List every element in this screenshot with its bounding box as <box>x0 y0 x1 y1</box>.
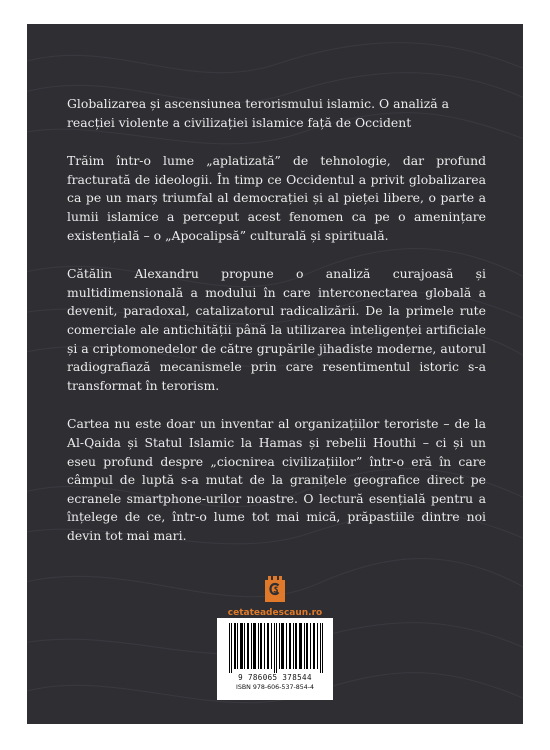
blurb-intro: Globalizarea și ascensiunea terorismului islamic. O analiză a reacției violente a civilizației islamice față de Occident <box>67 96 449 130</box>
barcode-digits: 9 786065 378544 <box>238 673 312 682</box>
back-cover <box>27 24 523 724</box>
blurb-paragraph-2: Cătălin Alexandru propune o analiză curajoasă și multidimensională a modului în care interconectarea globală a devenit, paradoxal, catalizatorul radicalizării. De la primele rute comerciale ale antichității până la utilizarea inteligenței artificiale și a criptomonedelor de către grupările jihadiste moderne, autorul radiografiază mecanismele prin care resentimentul istoric s-a transformat în terorism. <box>67 266 486 393</box>
barcode-icon <box>227 623 325 673</box>
isbn-label: ISBN 978-606-537-854-4 <box>235 684 315 691</box>
barcode-block <box>217 618 333 700</box>
blurb-text <box>67 95 486 565</box>
castle-logo-icon <box>265 576 285 602</box>
blurb-paragraph-3: Cartea nu este doar un inventar al organizațiilor teroriste – de la Al-Qaida și Statul Islamic la Hamas și rebelii Houthi – ci și un eseu profund despre „ciocnirea civilizațiilor” într-o eră în care câmpul de luptă s-a mutat de la granițele geografice direct pe ecranele smartphone-urilor noastre. O lectură esențială pentru a înțelege de ce, într-o lume tot mai mică, prăpastiile dintre noi devin tot mai mari. <box>67 416 486 543</box>
publisher-block <box>27 576 523 618</box>
publisher-website: cetateadescaun.ro <box>227 608 323 618</box>
blurb-paragraph-1: Trăim într-o lume „aplatizată” de tehnologie, dar profund fracturată de ideologii. În timp ce Occidentul a privit globalizarea ca pe un marș triumfal al democrației și al pieței libere, o parte a lumii islamice a perceput acest fenomen ca pe o amenințare existențială – o „Apocalipsă” culturală și spirituală. <box>67 153 486 243</box>
